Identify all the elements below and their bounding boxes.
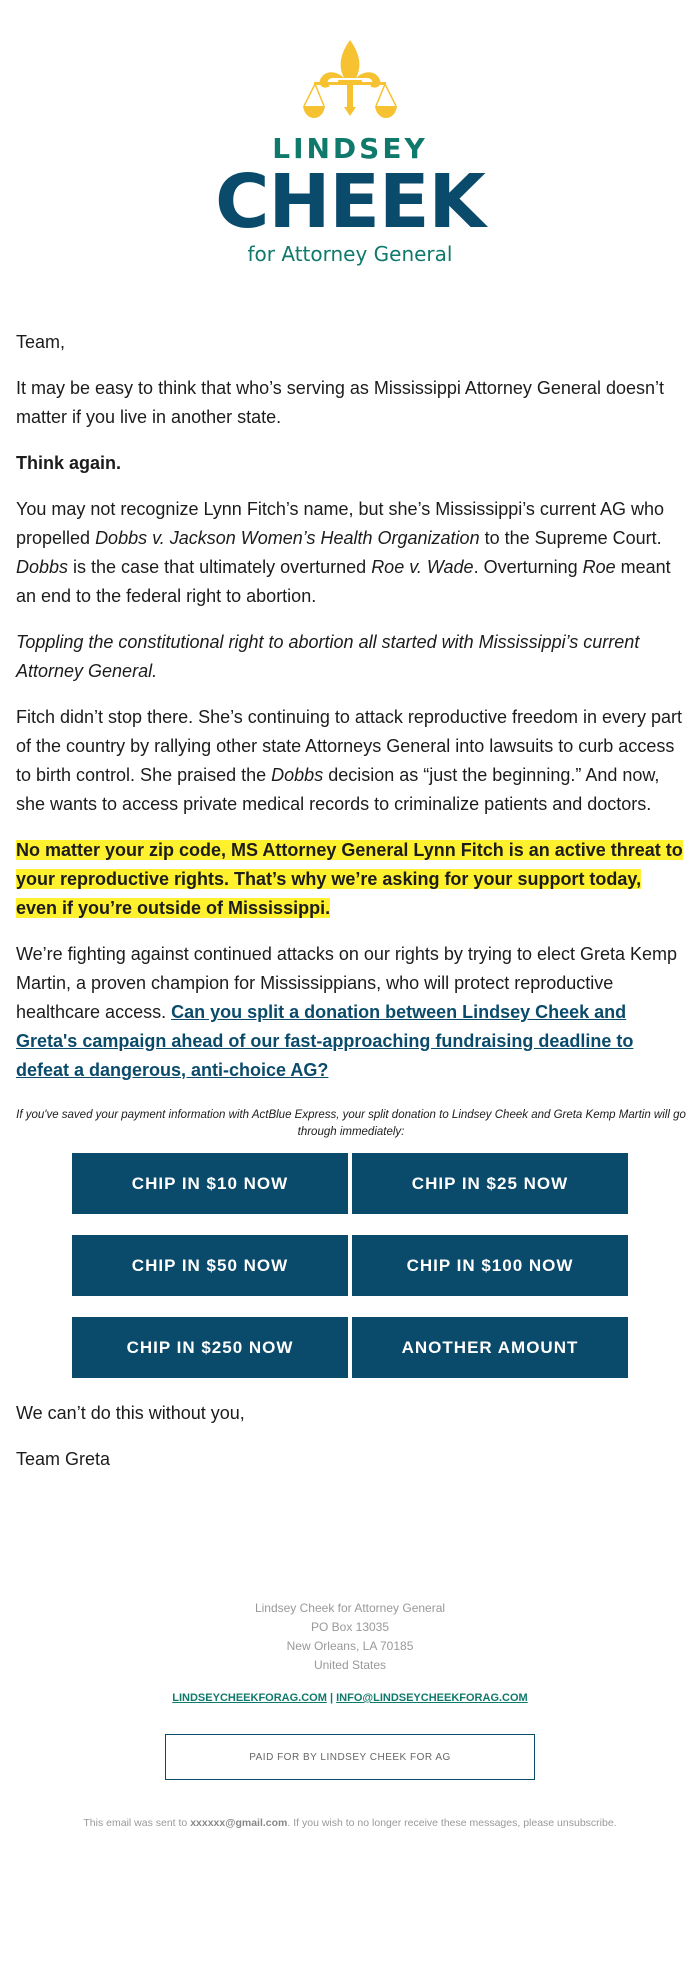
footer-address-line2: New Orleans, LA 70185 xyxy=(286,1639,414,1653)
fleur-de-lis-scales-icon xyxy=(300,40,400,126)
case-name-roe: Roe xyxy=(582,557,616,577)
footer-country: United States xyxy=(313,1658,387,1672)
footer-links xyxy=(0,1689,700,1708)
website-link[interactable]: LINDSEYCHEEKFORAG.COM xyxy=(172,1692,327,1704)
link-separator: | xyxy=(329,1692,334,1704)
highlighted-text: No matter your zip code, MS Attorney General Lynn Fitch is an active threat to your reproductive rights. That’s why we’re asking for your support today, even if you’re outside of Mississippi. xyxy=(16,840,683,918)
donation-button-grid xyxy=(72,1153,628,1378)
paragraph-intro: It may be easy to think that who’s serving as Mississippi Attorney General doesn’t matter if you live in another state. xyxy=(16,378,664,427)
case-name-dobbs: Dobbs xyxy=(271,765,324,785)
text-fragment: This email was sent to xyxy=(83,1817,191,1829)
another-amount-button[interactable]: ANOTHER AMOUNT xyxy=(352,1317,628,1378)
button-row xyxy=(72,1317,628,1378)
recipient-email: xxxxxx@gmail.com xyxy=(190,1817,288,1829)
greeting: Team, xyxy=(16,332,66,352)
paragraph-fitch-dobbs xyxy=(16,495,686,611)
logo-first-name: LINDSEY xyxy=(272,132,428,165)
text-fragment: is the case that ultimately overturned xyxy=(68,557,372,577)
paragraph-fitch-continues xyxy=(16,703,686,819)
text-fragment: decision as “just the beginning.” And now, she wants to access private medical records to criminalize patients and doctors. xyxy=(16,765,660,814)
case-name-dobbs: Dobbs xyxy=(16,557,69,577)
paragraph-greta xyxy=(16,940,686,1085)
text-fragment: . Overturning xyxy=(473,557,583,577)
actblue-disclaimer: If you've saved your payment information with ActBlue Express, your split donation to Lindsey Cheek and Greta Kemp Martin will go through immediately: xyxy=(16,1109,686,1138)
text-fragment: meant an end to the federal right to abortion. xyxy=(16,557,671,606)
chip-in-100-button[interactable]: CHIP IN $100 NOW xyxy=(352,1235,628,1296)
paragraph-toppling: Toppling the constitutional right to abortion all started with Mississippi’s current Attorney General. xyxy=(16,632,640,681)
text-fragment: Fitch didn’t stop there. She’s continuing to attack reproductive freedom in every part of the country by rallying other state Attorneys General into lawsuits to curb access to birth control. She praised the xyxy=(16,707,683,785)
email-link[interactable]: INFO@LINDSEYCHEEKFORAG.COM xyxy=(336,1692,528,1704)
campaign-logo xyxy=(0,40,700,270)
button-row xyxy=(72,1153,628,1214)
chip-in-250-button[interactable]: CHIP IN $250 NOW xyxy=(72,1317,348,1378)
email-body xyxy=(16,328,686,1491)
button-row xyxy=(72,1235,628,1296)
chip-in-10-button[interactable]: CHIP IN $10 NOW xyxy=(72,1153,348,1214)
unsubscribe-text[interactable]: . If you wish to no longer receive these messages, please unsubscribe. xyxy=(287,1817,617,1829)
paid-for-disclaimer: PAID FOR BY LINDSEY CHEEK FOR AG xyxy=(165,1734,535,1780)
email-footer xyxy=(0,1599,700,1833)
signature: Team Greta xyxy=(16,1449,111,1469)
paragraph-think-again: Think again. xyxy=(16,453,122,473)
logo-tagline: for Attorney General xyxy=(247,242,453,266)
logo-last-name: CHEEK xyxy=(215,159,485,245)
text-fragment: We’re fighting against continued attacks on our rights by trying to elect Greta Kemp Martin, a proven champion for Mississippians, who will protect reproductive healthcare access. xyxy=(16,944,678,1022)
unsubscribe-notice xyxy=(0,1814,700,1833)
split-donation-link[interactable]: Can you split a donation between Lindsey Cheek and Greta's campaign ahead of our fast-approaching fundraising deadline to defeat a dangerous, anti-choice AG? xyxy=(16,1002,634,1080)
chip-in-50-button[interactable]: CHIP IN $50 NOW xyxy=(72,1235,348,1296)
chip-in-25-button[interactable]: CHIP IN $25 NOW xyxy=(352,1153,628,1214)
case-name-dobbs-full: Dobbs v. Jackson Women’s Health Organization xyxy=(95,528,480,548)
text-fragment: to the Supreme Court. xyxy=(479,528,662,548)
footer-address-line1: PO Box 13035 xyxy=(310,1620,390,1634)
case-name-roe-full: Roe v. Wade xyxy=(371,557,474,577)
paragraph-highlight xyxy=(16,836,686,923)
closing-line: We can’t do this without you, xyxy=(16,1403,245,1423)
footer-org-name: Lindsey Cheek for Attorney General xyxy=(254,1601,446,1615)
text-fragment: You may not recognize Lynn Fitch’s name, but she’s Mississippi’s current AG who propelled xyxy=(16,499,664,548)
